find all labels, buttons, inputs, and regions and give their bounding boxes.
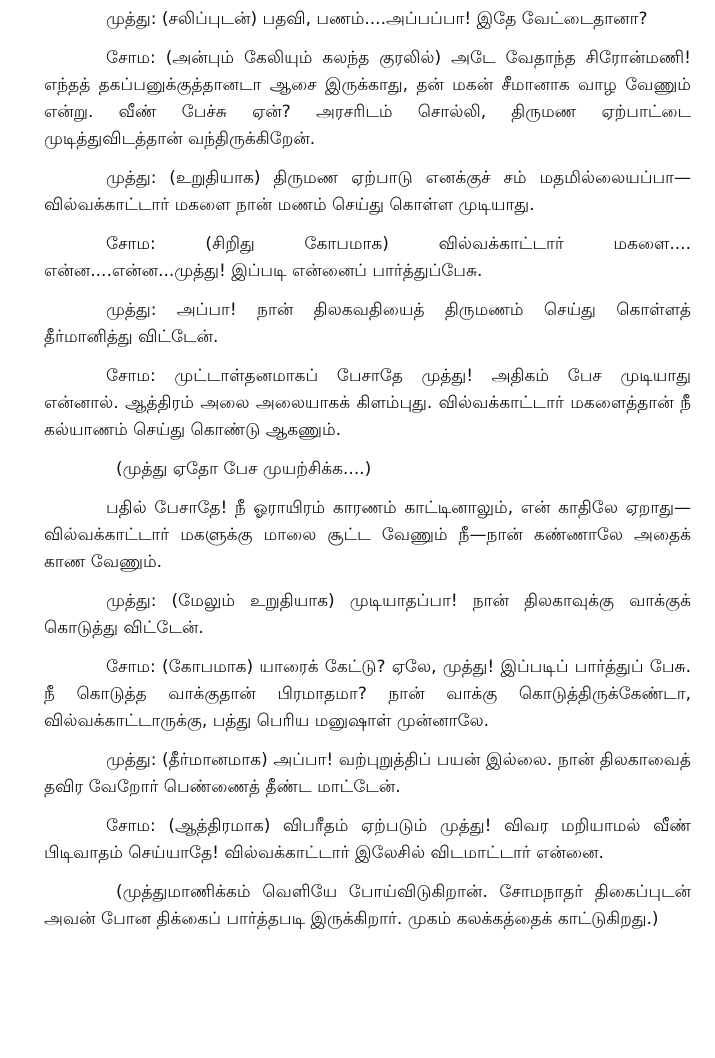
dialogue-text: அப்பா! நான் திலகவதியைத் திருமணம் செய்து கொள்ளத் தீர்மானித்து விட்டேன். <box>44 300 691 347</box>
speaker-label: சோம: <box>106 48 156 68</box>
speaker-label: சோம: <box>106 234 156 254</box>
speaker-label: முத்து: <box>106 591 157 611</box>
stage-direction <box>44 879 691 933</box>
speaker-label: சோம: <box>106 816 156 836</box>
dialogue-paragraph <box>44 747 691 801</box>
dialogue-paragraph <box>44 231 691 285</box>
dialogue-paragraph <box>44 45 691 153</box>
dialogue-paragraph <box>44 495 691 576</box>
stage-direction-text: (முத்துமாணிக்கம் வெளியே போய்விடுகிறான். சோமநாதர் திகைப்புடன் அவன் போன திக்கைப் பார்த்தபடி இருக்கிறார். முகம் கலக்கத்தைக் காட்டுகிறது.) <box>44 882 691 929</box>
speaker-label: சோம: <box>106 657 156 677</box>
dialogue-paragraph <box>44 363 691 444</box>
dialogue-text: (ஆத்திரமாக) விபரீதம் ஏற்படும் முத்து! விவர மறியாமல் வீண் பிடிவாதம் செய்யாதே! வில்வக்காட்டார் இலேசில் விடமாட்டார் என்னை. <box>44 816 691 863</box>
dialogue-text: பதில் பேசாதே! நீ ஓராயிரம் காரணம் காட்டினாலும், என் காதிலே ஏறாது—வில்வக்காட்டார் மகளுக்கு மாலை சூட்ட வேணும் நீ—நான் கண்ணாலே அதைக் காண வேணும். <box>44 498 691 572</box>
stage-direction <box>44 456 691 483</box>
speaker-label: முத்து: <box>106 168 157 188</box>
dialogue-text: (சலிப்புடன்) பதவி, பணம்....அப்பப்பா! இதே வேட்டைதானா? <box>156 9 648 29</box>
speaker-label: முத்து: <box>106 9 157 29</box>
dialogue-paragraph <box>44 588 691 642</box>
dialogue-paragraph <box>44 297 691 351</box>
dialogue-paragraph <box>44 165 691 219</box>
dialogue-text: (தீர்மானமாக) அப்பா! வற்புறுத்திப் பயன் இல்லை. நான் திலகாவைத் தவிர வேறோர் பெண்ணைத் தீண்ட மாட்டேன். <box>44 750 691 797</box>
stage-direction-text: (முத்து ஏதோ பேச முயற்சிக்க....) <box>116 459 372 479</box>
speaker-label: முத்து: <box>106 750 157 770</box>
dialogue-paragraph <box>44 813 691 867</box>
dialogue-text: (உறுதியாக) திருமண ஏற்பாடு எனக்குச் சம் மதமில்லையப்பா—வில்வக்காட்டார் மகளை நான் மணம் செய்து கொள்ள முடியாது. <box>44 168 691 215</box>
speaker-label: சோம: <box>106 366 156 386</box>
dialogue-text: (சிறிது கோபமாக) வில்வக்காட்டார் மகளை.... என்ன....என்ன...முத்து! இப்படி என்னைப் பார்த்துப்பேசு. <box>44 234 691 281</box>
dialogue-text: (கோபமாக) யாரைக் கேட்டு? ஏலே, முத்து! இப்படிப் பார்த்துப் பேசு. நீ கொடுத்த வாக்குதான் பிரமாதமா? நான் வாக்கு கொடுத்திருக்கேண்டா, வில்வக்காட்டாருக்கு, பத்து பெரிய மனுஷாள் முன்னாலே. <box>44 657 691 731</box>
dialogue-text: (மேலும் உறுதியாக) முடியாதப்பா! நான் திலகாவுக்கு வாக்குக் கொடுத்து விட்டேன். <box>44 591 691 638</box>
dialogue-paragraph <box>44 6 691 33</box>
dialogue-text: முட்டாள்தனமாகப் பேசாதே முத்து! அதிகம் பேச முடியாது என்னால். ஆத்திரம் அலை அலையாகக் கிளம்புது. வில்வக்காட்டார் மகளைத்தான் நீ கல்யாணம் செய்து கொண்டு ஆகணும். <box>44 366 691 440</box>
speaker-label: முத்து: <box>106 300 157 320</box>
dialogue-text: (அன்பும் கேலியும் கலந்த குரலில்) அடே வேதாந்த சிரோன்மணி! எந்தத் தகப்பனுக்குத்தானடா ஆசை இருக்காது, தன் மகன் சீமானாக வாழ வேணும் என்று. வீண் பேச்சு ஏன்? அரசரிடம் சொல்லி, திருமண ஏற்பாட்டை முடித்துவிடத்தான் வந்திருக்கிறேன். <box>44 48 691 149</box>
dialogue-paragraph <box>44 654 691 735</box>
